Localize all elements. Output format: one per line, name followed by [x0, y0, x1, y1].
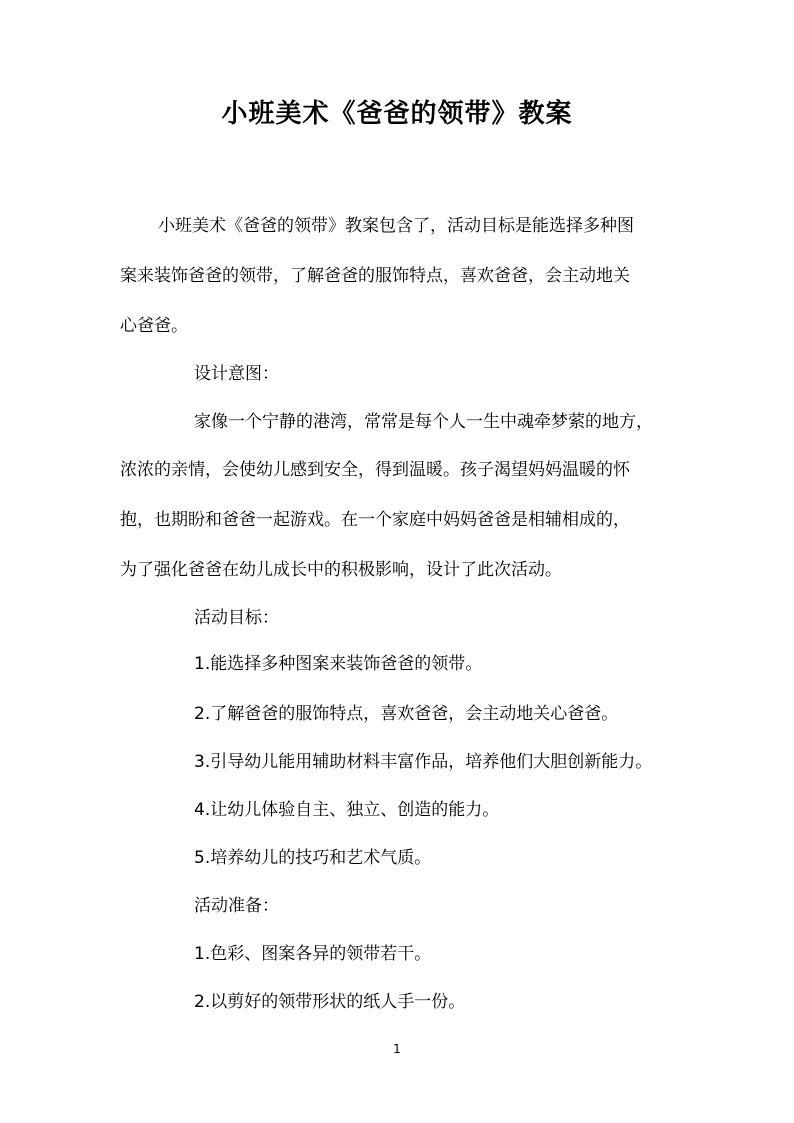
- design-heading: 设计意图：: [194, 364, 279, 384]
- design-line-4: 为了强化爸爸在幼儿成长中的积极影响，设计了此次活动。: [120, 560, 562, 580]
- prep-item-2: 2.以剪好的领带形状的纸人手一份。: [194, 992, 466, 1012]
- goal-item-2: 2.了解爸爸的服饰特点，喜欢爸爸，会主动地关心爸爸。: [194, 704, 619, 724]
- design-line-1: 家像一个宁静的港湾，常常是每个人一生中魂牵梦萦的地方，: [194, 412, 653, 432]
- intro-line-1: 小班美术《爸爸的领带》教案包含了，活动目标是能选择多种图: [158, 216, 634, 236]
- design-line-2: 浓浓的亲情，会使幼儿感到安全，得到温暖。孩子渴望妈妈温暖的怀: [120, 460, 630, 480]
- design-line-3: 抱，也期盼和爸爸一起游戏。在一个家庭中妈妈爸爸是相辅相成的，: [120, 510, 630, 530]
- document-title: 小班美术《爸爸的领带》教案: [221, 99, 573, 129]
- prep-item-1: 1.色彩、图案各异的领带若干。: [194, 944, 432, 964]
- intro-line-3: 心爸爸。: [120, 316, 188, 336]
- goal-item-5: 5.培养幼儿的技巧和艺术气质。: [194, 848, 432, 868]
- goal-item-4: 4.让幼儿体验自主、独立、创造的能力。: [194, 800, 500, 820]
- goal-item-1: 1.能选择多种图案来装饰爸爸的领带。: [194, 654, 483, 674]
- goal-item-3: 3.引导幼儿能用辅助材料丰富作品，培养他们大胆创新能力。: [194, 752, 653, 772]
- page-number: 1: [393, 1042, 401, 1056]
- intro-line-2: 案来装饰爸爸的领带，了解爸爸的服饰特点，喜欢爸爸，会主动地关: [120, 266, 630, 286]
- prep-heading: 活动准备：: [194, 896, 279, 916]
- goals-heading: 活动目标：: [194, 608, 279, 628]
